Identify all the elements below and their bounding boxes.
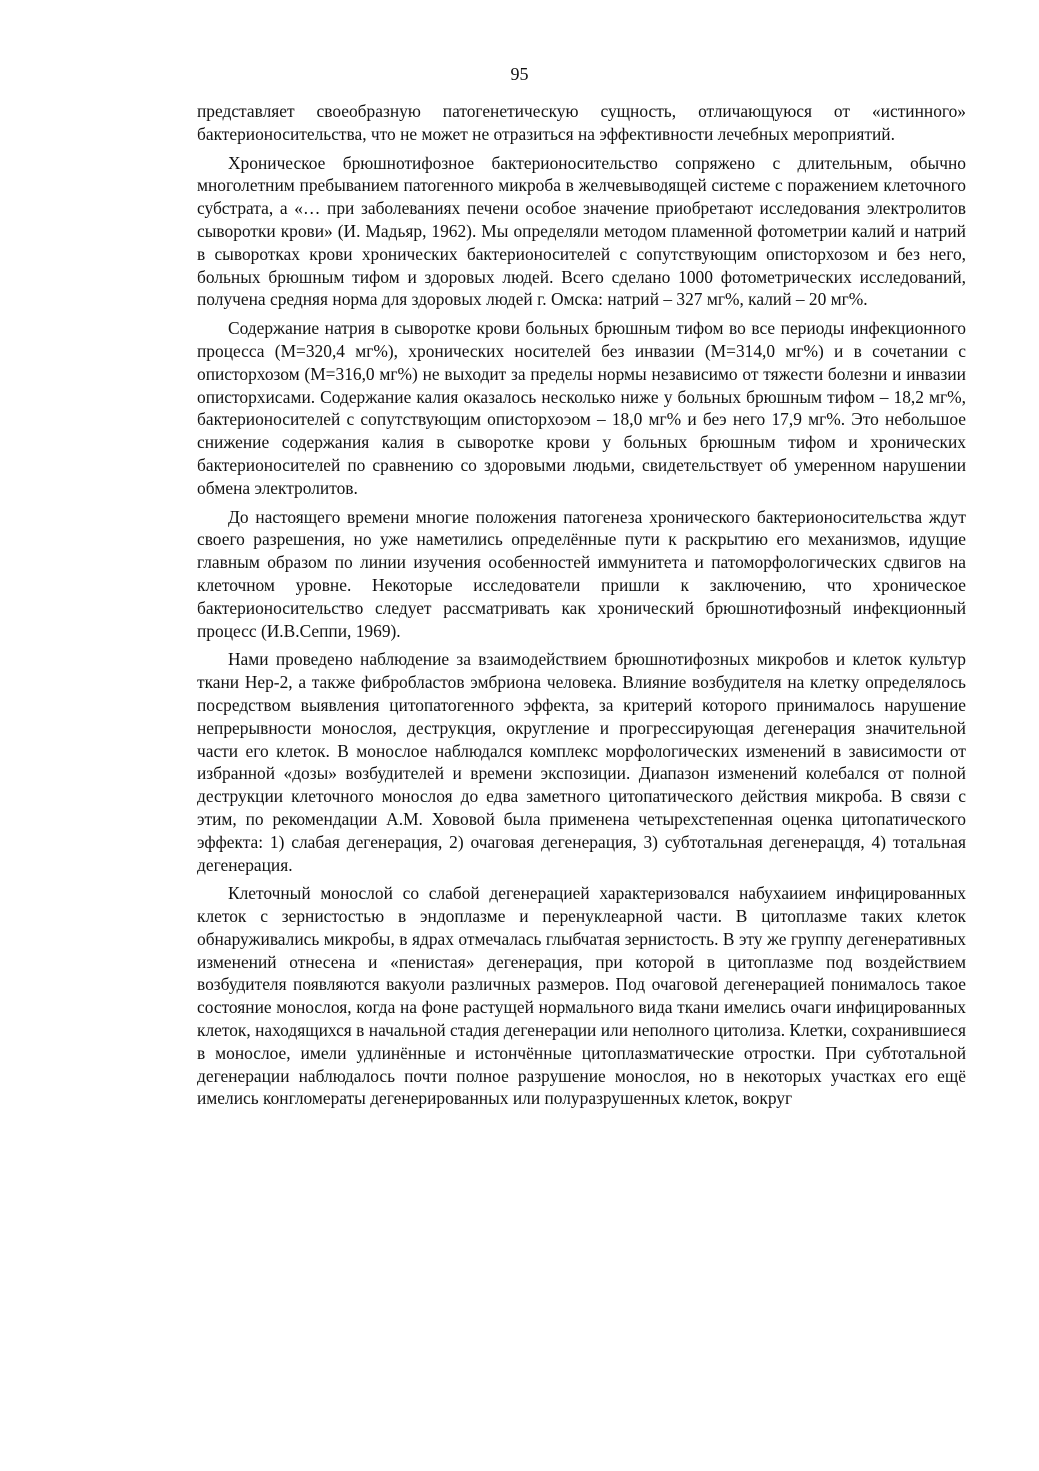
paragraph-degeneration-description: Клеточный монослой со слабой дегенерацией характеризовался набухаиием инфицированных клеток с зернистостью в эндоплазме и перенуклеарной части. В цитоплазме таких клеток обнаруживались микробы, в ядрах отмечалась глыбчатая зернистость. В эту же группу дегенеративных изменений отнесена и «пенистая» дегенерация, при которой в цитоплазме под воздействием возбудителя появляются вакуоли различных размеров. Под очаговой дегенерацией понималось такое состояние монослоя, когда на фоне растущей нормального вида ткани имелись очаги инфицированных клеток, находящихся в начальной стадия дегенерации или неполного цитолиза. Клетки, сохранившиеся в монослое, имели удлинённые и истончённые цитоплазматические отростки. При субтотальной дегенерации наблюдалось почти полное разрушение монослоя, но в некоторых участках его ещё имелись конгломераты дегенерированных или полуразрушенных клеток, вокруг <box>197 883 966 1109</box>
paragraph-sodium-potassium-content: Содержание натрия в сыворотке крови больных брюшным тифом во все периоды инфекционного процесса (М=320,4 мг%), хронических носителей без инвазии (М=314,0 мг%) и в сочетании с описторхозом (М=316,0 мг%) не выходит за пределы нормы независимо от тяжести болезни и инвазии описторхисами. Содержание калия оказалось несколько ниже у больных брюшным тифом – 18,2 мг%, бактерионосителей с сопутствующим описторхоэом – 18,0 мг% и беэ него 17,9 мг%. Это небольшое снижение содержания калия в сыворотке крови у больных брюшным тифом и хронических бактерионосителей по сравнению со здоровыми людьми, свидетельствует об умеренном нарушении обмена электролитов. <box>197 318 966 498</box>
paragraph-cell-culture-observation: Нами проведено наблюдение за взаимодействием брюшнотифозных микробов и клеток культур ткани Нер-2, а также фибробластов эмбриона человека. Влияние возбудителя на клетку определялось посредством выявления цитопатогенного эффекта, за критерий которого принималось нарушение непрерывности монослоя, деструкция, округление и прогрессирующая дегенерация значительной части его клеток. В монослое наблюдался комплекс морфологических изменений в зависимости от избранной «дозы» возбудителей и времени экспозиции. Диапазон изменений колебался от полной деструкции клеточного монослоя до едва заметного цитопатического действия микроба. В связи с этим, по рекомендации А.М. Хововой была применена четырехстепенная оценка цитопатического эффекта: 1) слабая дегенерация, 2) очаговая дегенерация, 3) субтотальная дегенерацдя, 4) тотальная дегенерация. <box>197 649 966 875</box>
paragraph-continuation: представляет своеобразную патогенетическую сущность, отличающуюся от «истинного» бактерионосительства, что не может не отразиться на эффективности лечебных мероприятий. <box>197 101 966 144</box>
paragraph-pathogenesis: До настоящего времени многие положения патогенеза хронического бактерионосительства ждут своего разрешения, но уже наметились определённые пути к раскрытию его механизмов, идущие главным образом по линии изучения особенностей иммунитета и патоморфологических сдвигов на клеточном уровне. Некоторые исследователи пришли к заключению, что хроническое бактерионосительство следует рассматривать как хронический брюшнотифозный инфекционный процесс (И.В.Сеппи, 1969). <box>197 506 966 641</box>
page-number: 95 <box>510 64 529 84</box>
paragraph-bacteria-carriage-electrolytes: Хроническое брюшнотифозное бактерионосительство сопряжено с длительным, обычно многолетним пребыванием патогенного микроба в желчевыводящей системе с поражением клеточного субстрата, а «… при заболеваниях печени особое значение приобретают исследования электролитов сыворотки крови» (И. Мадьяр, 1962). Мы определяли методом пламенной фотометрии калий и натрий в сыворотках крови хронических бактерионосителей с сопутствующим описторхозом и без него, больных брюшным тифом и здоровых людей. Всего сделано 1000 фотометрических исследований, получена средняя норма для здоровых людей г. Омска: натрий – 327 мг%, калий – 20 мг%. <box>197 152 966 310</box>
body-text <box>197 100 966 1116</box>
